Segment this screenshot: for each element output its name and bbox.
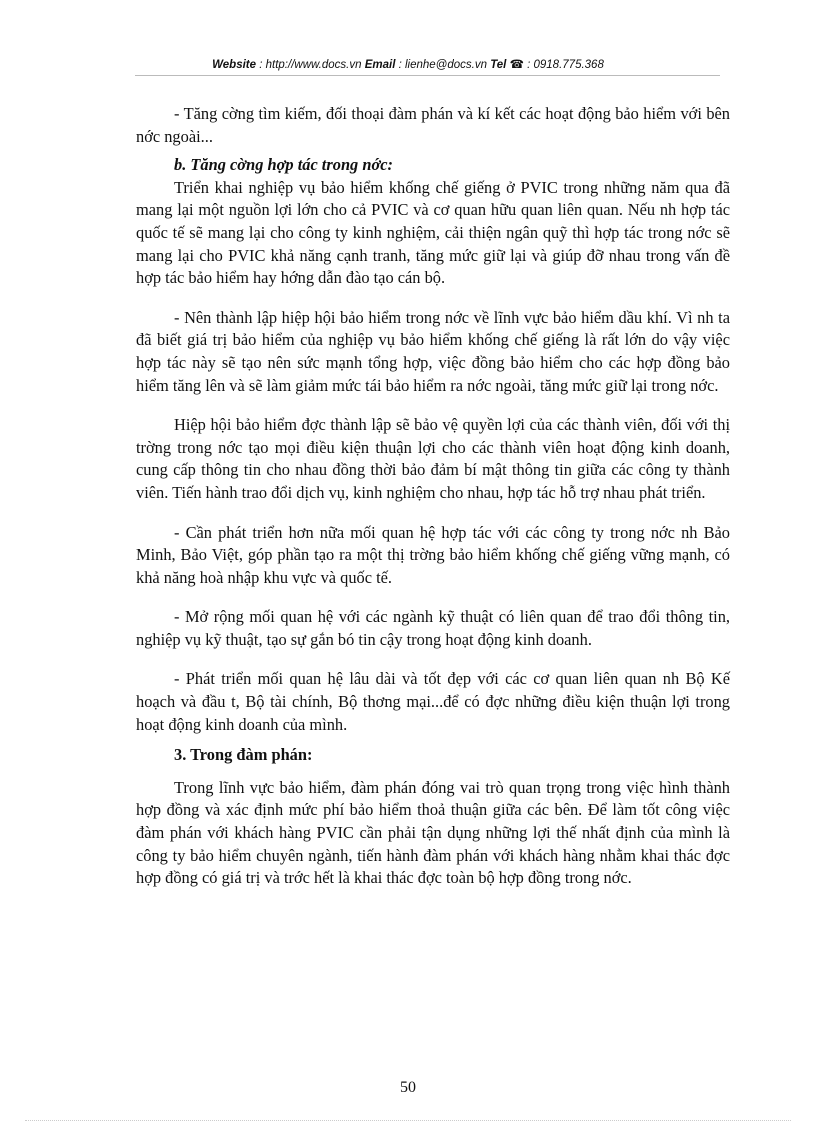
- section-heading-b: b. Tăng cờng hợp tác trong nớc:: [174, 155, 393, 175]
- paragraph-4: Hiệp hội bảo hiểm đợc thành lập sẽ bảo vệ quyền lợi của các thành viên, đối với thị trờng trong nớc tạo mọi điều kiện thuận lợi cho các thành viên hoạt động kinh doanh, cung cấp thông tin cho nhau đồng thời bảo đảm bí mật thông tin giữa các công ty thành viên. Tiến hành trao đổi dịch vụ, kinh nghiệm cho nhau, hợp tác hỗ trợ nhau phát triển.: [136, 415, 730, 502]
- paragraph-8: Trong lĩnh vực bảo hiểm, đàm phán đóng vai trò quan trọng trong việc hình thành hợp đồng và xác định mức phí bảo hiểm thoả thuận giữa các bên. Để làm tốt công việc đàm phán với khách hàng PVIC cần phải tận dụng những lợi thế nhất định của mình là công ty bảo hiểm chuyên ngành, tiến hành đàm phán với khách hàng nhằm khai thác đợc hợp đồng có giá trị và trớc hết là khai thác đợc toàn bộ hợp đồng trong nớc.: [136, 777, 730, 888]
- page-number: 50: [400, 1079, 416, 1096]
- paragraph-3: - Nên thành lập hiệp hội bảo hiểm trong nớc về lĩnh vực bảo hiểm dầu khí. Vì nh ta đã biết giá trị bảo hiểm của nghiệp vụ bảo hiểm khống chế giếng là rất lớn do vậy việc hợp tác này sẽ tạo nên sức mạnh tổng hợp, việc đồng bảo hiểm cho các hợp đồng bảo hiểm tăng lên và sẽ làm giảm mức tái bảo hiểm ra nớc ngoài, tăng mức giữ lại trong nớc.: [136, 307, 730, 395]
- page-header: [0, 57, 816, 71]
- section-heading-3: 3. Trong đàm phán:: [174, 745, 313, 765]
- paragraph-2: Triển khai nghiệp vụ bảo hiểm khống chế giếng ở PVIC trong những năm qua đã mang lại một nguồn lợi lớn cho cả PVIC và cơ quan hữu quan liên quan. Nếu nh hợp tác quốc tế sẽ mang lại cho công ty kinh nghiệm, cải thiện ngân quỹ thì hợp tác trong nớc sẽ mang lại cho PVIC khả năng cạnh tranh, tăng mức giữ lại và giúp đỡ nhau trong vấn đề hợp tác bảo hiểm hay hớng dẫn đào tạo cán bộ.: [136, 177, 730, 288]
- tel-label: Tel ☎: [490, 59, 524, 71]
- footer-divider: [25, 1120, 791, 1121]
- paragraph-7: - Phát triển mối quan hệ lâu dài và tốt đẹp với các cơ quan liên quan nh Bộ Kế hoạch và đầu t, Bộ tài chính, Bộ thơng mại...để có đợc những điều kiện thuận lợi trong hoạt động kinh doanh của mình.: [136, 669, 730, 734]
- email-value: : lienhe@docs.vn: [398, 59, 487, 71]
- paragraph-1: - Tăng cờng tìm kiếm, đối thoại đàm phán và kí kết các hoạt động bảo hiểm với bên nớc ngoài...: [136, 104, 730, 146]
- header-divider: [135, 75, 720, 76]
- website-label: Website: [212, 59, 257, 71]
- page-body: [136, 103, 730, 890]
- website-value: : http://www.docs.vn: [259, 59, 362, 71]
- paragraph-6: - Mở rộng mối quan hệ với các ngành kỹ thuật có liên quan để trao đổi thông tin, nghiệp vụ kỹ thuật, tạo sự gắn bó tin cậy trong hoạt động kinh doanh.: [136, 607, 730, 649]
- email-label: Email: [364, 59, 396, 71]
- tel-value: : 0918.775.368: [527, 59, 604, 71]
- paragraph-5: - Cần phát triển hơn nữa mối quan hệ hợp tác với các công ty trong nớc nh Bảo Minh, Bảo Việt, góp phần tạo ra một thị trờng bảo hiểm khống chế giếng vững mạnh, có khả năng hoà nhập khu vực và quốc tế.: [136, 522, 730, 587]
